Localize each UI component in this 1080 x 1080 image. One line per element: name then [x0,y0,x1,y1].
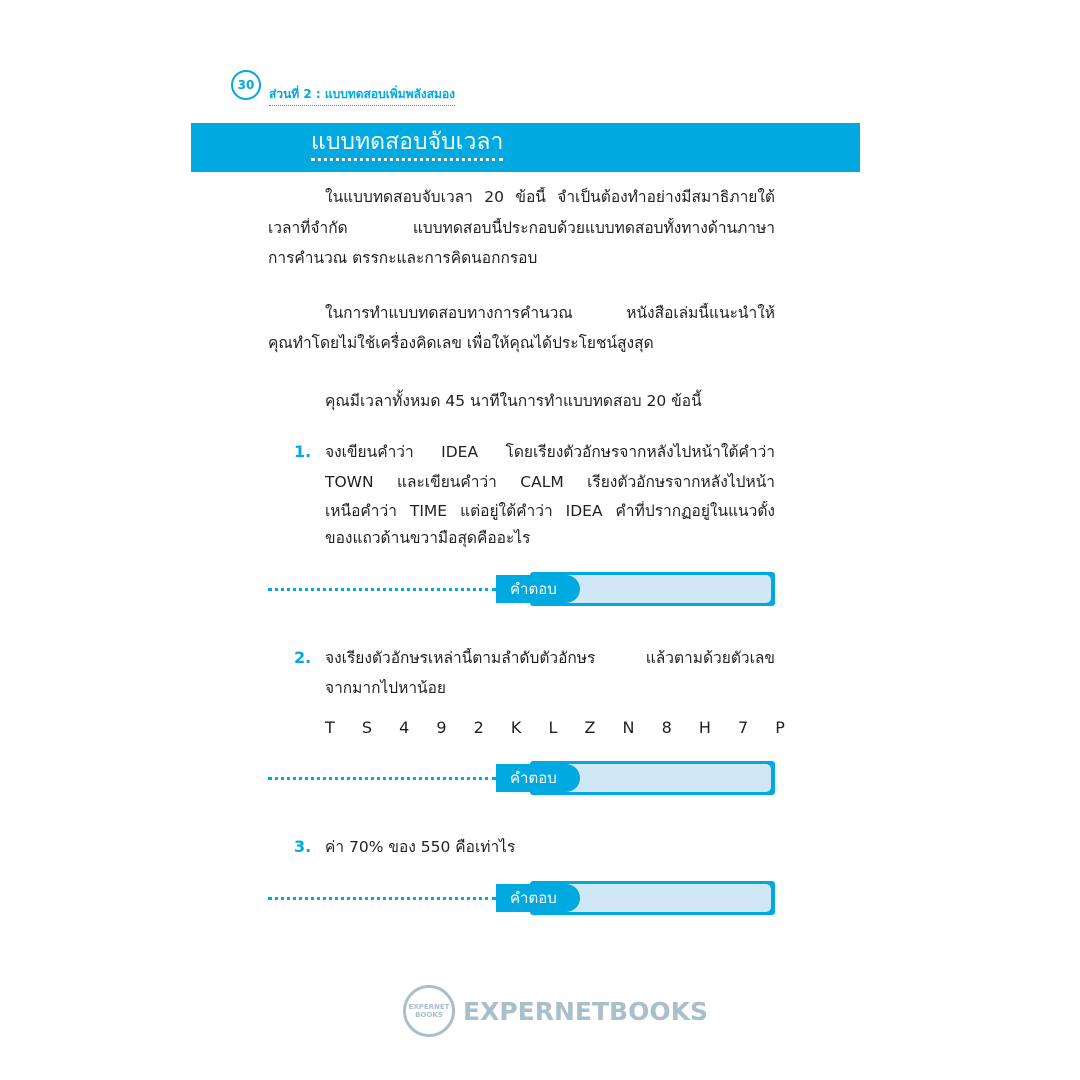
intro-text: การคำนวณ ตรรกะและการคิดนอกกรอบ [268,249,538,267]
publisher-logo [403,985,708,1037]
logo-text: EXPERNETBOOKS [463,996,708,1026]
title-bar [191,123,860,172]
answer-dotted-line [268,777,496,780]
answer-label: คำตอบ [496,884,580,912]
answer-label: คำตอบ [496,764,580,792]
question-text: จากมากไปหาน้อย [325,679,447,697]
answer-box-1[interactable] [268,572,775,606]
answer-dotted-line [268,897,496,900]
question-text: ของแถวด้านขวามือสุดคืออะไร [325,529,531,547]
answer-box-2[interactable] [268,761,775,795]
letter-sequence: T S 4 9 2 K L Z N 8 H 7 P [325,718,796,737]
answer-field[interactable] [553,884,771,912]
answer-field[interactable] [553,575,771,603]
intro-text: คุณมีเวลาทั้งหมด 45 นาทีในการทำแบบทดสอบ 20 ข้อนี้ [325,392,702,410]
question-number: 1. [294,442,312,461]
question-text: จงเขียนคำว่า IDEA โดยเรียงตัวอักษรจากหลังไปหน้าใต้คำว่า [325,443,775,461]
answer-field[interactable] [553,764,771,792]
intro-text: คุณทำโดยไม่ใช้เครื่องคิดเลข เพื่อให้คุณได้ประโยชน์สูงสุด [268,334,654,352]
question-number: 3. [294,837,312,856]
intro-text: ในการทำแบบทดสอบทางการคำนวณ หนังสือเล่มนี้แนะนำให้ [325,304,775,322]
answer-box-3[interactable] [268,881,775,915]
page-number-badge: 30 [231,70,261,100]
intro-text: ในแบบทดสอบจับเวลา 20 ข้อนี้ จำเป็นต้องทำอย่างมีสมาธิภายใต้ [325,188,775,206]
answer-dotted-line [268,588,496,591]
question-number: 2. [294,648,312,667]
section-header: ส่วนที่ 2 : แบบทดสอบเพิ่มพลังสมอง [269,85,455,106]
question-text: ค่า 70% ของ 550 คือเท่าไร [325,838,516,856]
question-text: จงเรียงตัวอักษรเหล่านี้ตามลำดับตัวอักษร แล้วตามด้วยตัวเลข [325,649,775,667]
intro-text: เวลาที่จำกัด แบบทดสอบนี้ประกอบด้วยแบบทดสอบทั้งทางด้านภาษา [268,219,775,237]
page-title: แบบทดสอบจับเวลา [311,127,503,161]
question-text: เหนือคำว่า TIME แต่อยู่ใต้คำว่า IDEA คำที่ปรากฏอยู่ในแนวตั้ง [325,502,775,520]
answer-label: คำตอบ [496,575,580,603]
book-logo-icon: EXPERNET BOOKS [403,985,455,1037]
question-text: TOWN และเขียนคำว่า CALM เรียงตัวอักษรจากหลังไปหน้า [325,473,775,491]
